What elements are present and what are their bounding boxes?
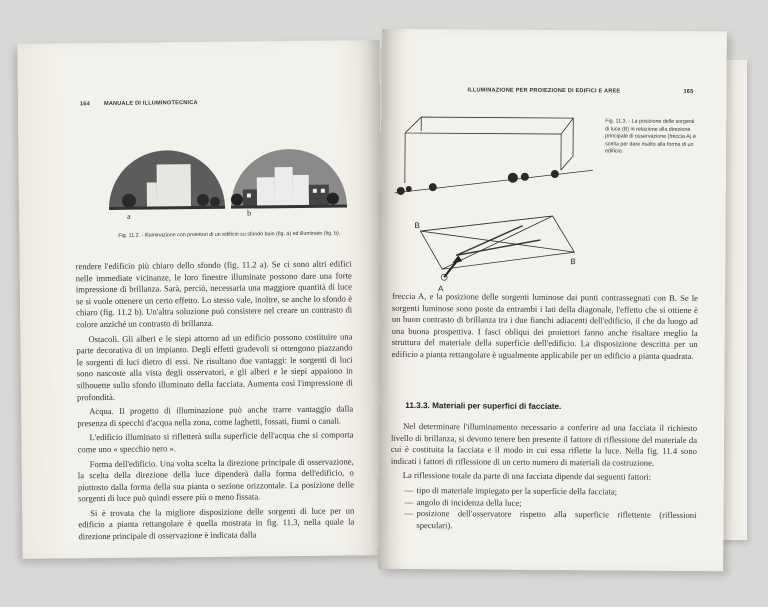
paragraph: Forma dell'edificio. Una volta scelta la direzione principale di osservazione, la scelta della direzione della luce dipenderà dalla forma dell'edificio, o piuttosto dalla forma della sua pianta o sezione orizzontale. La posizione delle sorgenti di luce può quindi essere più o meno fissata. bbox=[77, 455, 354, 504]
arrow-shaft bbox=[444, 259, 458, 277]
plan-label-b-right: B bbox=[570, 257, 576, 267]
figure-label-a: a bbox=[127, 211, 131, 221]
figure-11-2 bbox=[106, 118, 347, 221]
section-title: 11.3.3. Materiali per superfici di facciate. bbox=[405, 400, 562, 412]
paragraph: Nel determinare l'illuminamento necessario a conferire ad una facciata il richiesto livello di brillanza, si devono tenere ben presente il fattore di riflessione del materiale da cui è costituita la facciata e il modo in cui essa riflette la luce. Nella fig. 11.4 sono indicati i fattori di riflessione di un certo numero di materiali da costruzione. bbox=[390, 420, 698, 468]
paragraph: freccia A, e la posizione delle sorgenti luminose dai punti contrassegnati con B. Se le sorgenti luminose sono poste da entrambi i lati della diagonale, l'effetto che si ottiene è un buon contrasto di brillanza tra i due fianchi adiacenti dell'edificio, il che da luogo ad una buona prospettiva. I fasci obliqui dei proiettori fanno anche risaltare meglio la struttura del materiale della superficie dell'edificio. La disposizione descritta per un edificio a pianta rettangolare è ugualmente applicabile per un edificio a pianta quadrata. bbox=[391, 290, 699, 361]
factor-list bbox=[390, 485, 696, 534]
figure-label-b: b bbox=[247, 208, 252, 218]
left-page-number: 164 bbox=[79, 101, 90, 108]
figure-b-light-sky bbox=[230, 148, 347, 208]
section-body-text bbox=[390, 421, 697, 533]
left-body-text bbox=[76, 258, 355, 543]
plan-diagram bbox=[420, 215, 574, 270]
tree-silhouettes bbox=[397, 169, 559, 196]
building-perspective bbox=[395, 117, 594, 194]
paragraph: rendere l'edificio più chiaro dello sfondo (fig. 11.2 a). Se ci sono altri edifici nelle immediate vicinanze, le loro finestre illuminate possono dare una forte impressione di brillanza. Sarà, perciò, necessaria una maggiore quantità di luce se si vuole ottenere un certo effetto. Lo stesso vale, inoltre, se anche lo sfondo è chiaro (fig. 11.2 b). Un'altra soluzione può consistere nel creare un contrasto di colore anziché un contrasto di brillanza. bbox=[75, 258, 353, 330]
plan-label-b-left: B bbox=[414, 221, 420, 231]
figure-11-2-caption: Fig. 11.2. - Illuminazione con proiettori di un edificio su sfondo buio (fig. a) ed illuminato (fig. b). bbox=[118, 230, 341, 239]
figure-a-dark-sky bbox=[108, 150, 225, 210]
right-page-number: 165 bbox=[683, 88, 694, 95]
paragraph: Ostacoli. Gli alberi e le siepi attorno ad un edificio possono costituire una parte decorativa di un impianto. Degli effetti gradevoli si ottengono piazzando le sorgenti di luci dietro di essi. Ne risultano due vantaggi: le sorgenti di luci sono nascoste alla vista degli osservatori, e gli alberi e le siepi appaiono in silhouette sullo sfondo illuminato della facciata. Aumenta così l'impressione di profondità. bbox=[76, 330, 353, 402]
right-page bbox=[378, 29, 727, 571]
list-item: — angolo di incidenza della luce; bbox=[405, 497, 697, 511]
list-item: — tipo di materiale impiegato per la superficie della facciata; bbox=[405, 485, 697, 499]
paragraph: Acqua. Il progetto di illuminazione può anche trarre vantaggio dalla presenza di specchi d'acqua nella zona, come laghetti, fossati, fiumi o canali. bbox=[77, 403, 354, 429]
paragraph: L'edificio illuminato si rifletterà sulla superficie dell'acqua che si comporta come uno « specchio nero ». bbox=[77, 429, 354, 455]
list-item: — posizione dell'osservatore rispetto alla superficie riflettente (riflessioni speculari). bbox=[404, 508, 696, 533]
figure-11-3-caption: Fig. 11.3. - La posizione delle sorgenti di luce (B) in relazione alla direzione principale di osservazione (freccia A) è scelta per dare risalto alla forma di un edificio. bbox=[605, 118, 696, 155]
left-page bbox=[17, 40, 384, 559]
right-running-title: ILLUMINAZIONE PER PROIEZIONE DI EDIFICI E AREE bbox=[467, 87, 621, 95]
plan-label-a: A bbox=[438, 284, 444, 294]
paragraph: La riflessione totale da parte di una facciata dipende dai seguenti fattori: bbox=[402, 470, 652, 483]
paragraph: Si è trovata che la migliore disposizione delle sorgenti di luce per un edificio a pianta rettangolare è quella mostrata in fig. 11.3, nella quale la direzione principale di osservazione è indicata dalla bbox=[78, 505, 355, 542]
left-running-title: MANUALE DI ILLUMINOTECNICA bbox=[103, 100, 198, 108]
right-body-text bbox=[392, 291, 698, 363]
figure-11-3 bbox=[392, 111, 598, 302]
